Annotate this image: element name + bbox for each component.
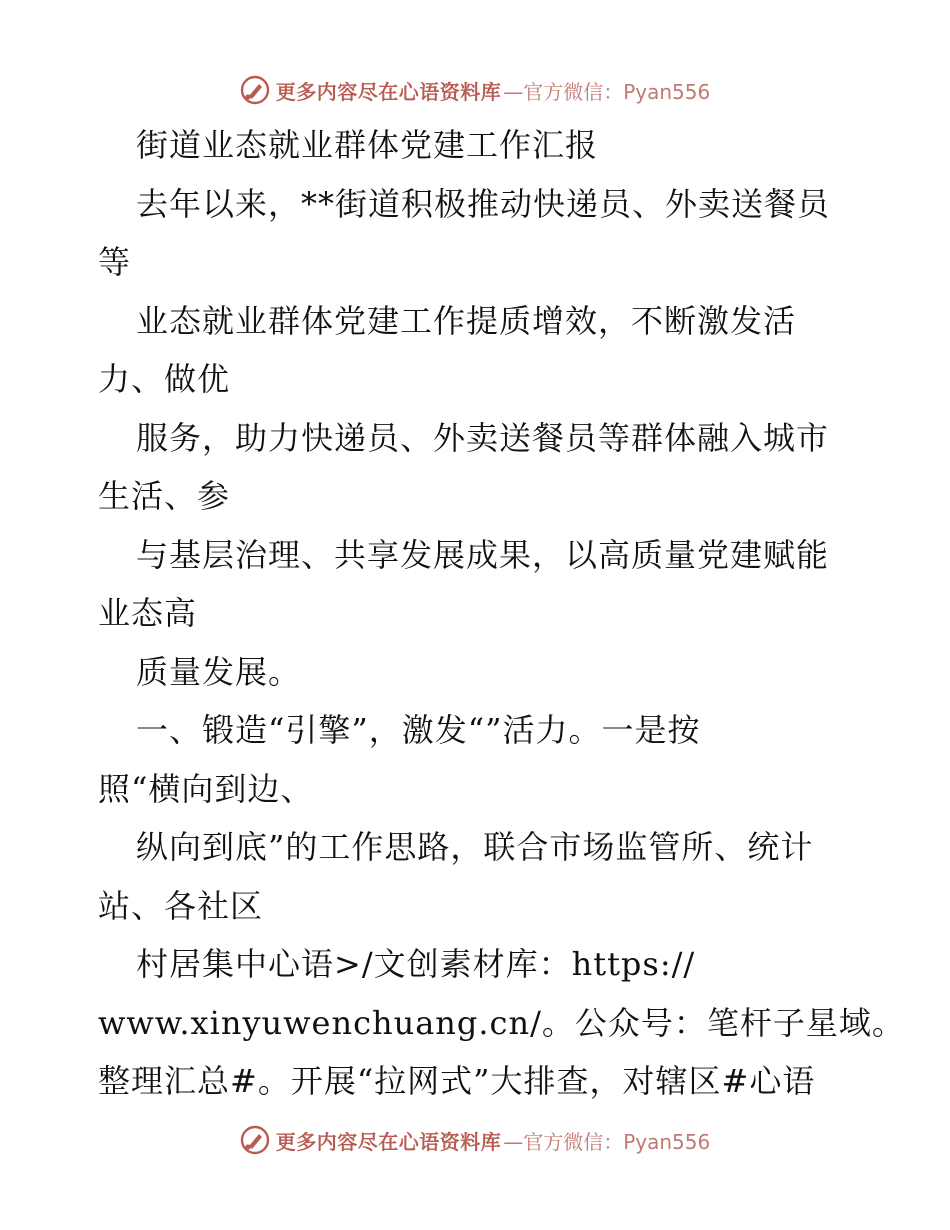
header-banner xyxy=(0,70,950,110)
text-line: 质量发展。 xyxy=(136,652,302,691)
pen-nib-seal-icon xyxy=(240,75,270,105)
text-line: 生活、参 xyxy=(98,477,231,515)
promo-text: 更多内容尽在心语资料库 xyxy=(275,79,502,104)
text-line: 等 xyxy=(98,243,132,281)
text-line: 业态高 xyxy=(98,594,198,632)
text-line: 整理汇总#。开展“拉网式”大排查，对辖区#心语 xyxy=(98,1062,816,1100)
text-line: 照“横向到边、 xyxy=(98,769,314,808)
text-line: 纵向到底”的工作思路，联合市场监管所、统计 xyxy=(136,828,814,866)
promo-text: 更多内容尽在心语资料库 xyxy=(275,1129,502,1154)
text-line: 站、各社区 xyxy=(98,886,264,925)
text-line: 一、锻造“引擎”，激发“”活力。一是按 xyxy=(136,711,701,749)
wechat-contact: —官方微信：Pyan556 xyxy=(503,79,711,104)
text-line: 与基层治理、共享发展成果，以高质量党建赋能 xyxy=(136,535,830,574)
wechat-contact: —官方微信：Pyan556 xyxy=(503,1129,711,1154)
footer-banner xyxy=(0,1120,950,1160)
text-line: 服务，助力快递员、外卖送餐员等群体融入城市 xyxy=(136,418,830,457)
document-title: 街道业态就业群体党建工作汇报 xyxy=(136,126,599,164)
text-line: 力、做优 xyxy=(98,360,231,398)
text-line: 去年以来，**街道积极推动快递员、外卖送餐员 xyxy=(136,184,831,223)
text-line: 业态就业群体党建工作提质增效，不断激发活 xyxy=(136,301,797,340)
url-line: www.xinyuwenchuang.cn/。公众号：笔杆子星域。 xyxy=(98,1003,905,1042)
text-line: 村居集中心语>/文创素材库：https:// xyxy=(136,945,696,983)
document-body xyxy=(98,116,905,1111)
pen-nib-seal-icon xyxy=(240,1125,270,1155)
